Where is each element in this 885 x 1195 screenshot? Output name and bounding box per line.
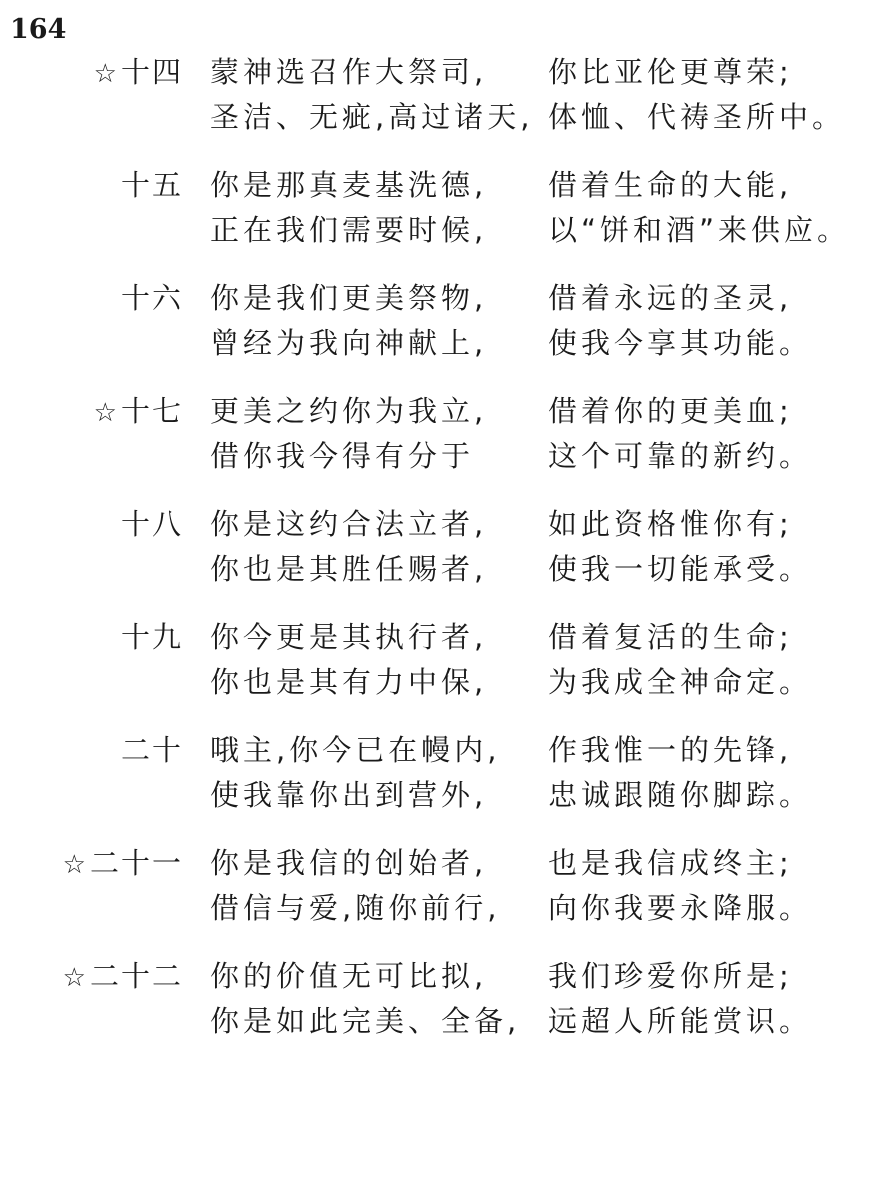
verse-text-right: 远超人所能赏识。: [548, 1004, 813, 1038]
verse-text-right: 如此资格惟你有;: [548, 507, 793, 541]
page-number: 164: [10, 14, 67, 45]
verse-text-left: 你是如此完美、全备,: [210, 1004, 521, 1038]
verse-text-right: 借着复活的生命;: [548, 620, 793, 654]
star-icon: ☆: [62, 963, 88, 993]
verse-text-left: 你是我们更美祭物,: [210, 281, 488, 315]
verse-text-right: 为我成全神命定。: [548, 665, 813, 699]
verse-text-right: 借着生命的大能,: [548, 168, 793, 202]
verse-line: [0, 954, 885, 998]
verse-text-left: 你的价值无可比拟,: [210, 959, 488, 993]
verse-line: [0, 886, 885, 930]
stanza-number: ☆十七: [93, 394, 183, 428]
verse-text-left: 你是那真麦基洗德,: [210, 168, 488, 202]
verse-line: [0, 163, 885, 207]
verse-text-left: 哦主,你今已在幔内,: [210, 733, 501, 767]
verse-text-right: 忠诚跟随你脚踪。: [548, 778, 813, 812]
verse-line: [0, 208, 885, 252]
verse-text-left: 曾经为我向神献上,: [210, 326, 488, 360]
verse-text-right: 也是我信成终主;: [548, 846, 793, 880]
verse-line: [0, 95, 885, 139]
stanza-number: ☆二十二: [62, 959, 183, 993]
verse-line: [0, 276, 885, 320]
verse-text-right: 你比亚伦更尊荣;: [548, 55, 793, 89]
stanza-number: 二十: [120, 733, 183, 767]
stanza-number: 十八: [120, 507, 183, 541]
verse-text-left: 圣洁、无疵,高过诸天,: [210, 100, 534, 134]
verse-stanza: [0, 276, 885, 389]
verse-stanza: [0, 50, 885, 163]
verse-text-right: 这个可靠的新约。: [548, 439, 813, 473]
verse-text-right: 以“饼和酒”来供应。: [548, 213, 851, 247]
verse-line: [0, 728, 885, 772]
stanza-number: ☆二十一: [62, 846, 183, 880]
verse-line: [0, 615, 885, 659]
stanza-number: 十五: [120, 168, 183, 202]
verse-line: [0, 434, 885, 478]
verse-text-left: 你也是其胜任赐者,: [210, 552, 488, 586]
verse-stanza: [0, 502, 885, 615]
verse-line: [0, 999, 885, 1043]
verse-text-right: 借着你的更美血;: [548, 394, 793, 428]
verse-list: [0, 50, 885, 1067]
verse-text-right: 使我一切能承受。: [548, 552, 813, 586]
verse-text-left: 你是我信的创始者,: [210, 846, 488, 880]
stanza-number: 十六: [120, 281, 183, 315]
verse-text-right: 作我惟一的先锋,: [548, 733, 793, 767]
verse-line: [0, 547, 885, 591]
verse-stanza: [0, 163, 885, 276]
verse-text-left: 蒙神选召作大祭司,: [210, 55, 488, 89]
verse-line: [0, 841, 885, 885]
verse-text-right: 我们珍爱你所是;: [548, 959, 793, 993]
verse-stanza: [0, 841, 885, 954]
star-icon: ☆: [62, 850, 88, 880]
star-icon: ☆: [93, 59, 119, 89]
verse-text-right: 向你我要永降服。: [548, 891, 813, 925]
verse-line: [0, 389, 885, 433]
verse-stanza: [0, 389, 885, 502]
stanza-number: 十九: [120, 620, 183, 654]
verse-text-left: 你也是其有力中保,: [210, 665, 488, 699]
verse-text-left: 借你我今得有分于: [210, 439, 475, 473]
star-icon: ☆: [93, 398, 119, 428]
verse-stanza: [0, 954, 885, 1067]
verse-text-left: 你是这约合法立者,: [210, 507, 488, 541]
verse-text-right: 体恤、代祷圣所中。: [548, 100, 846, 134]
verse-text-left: 更美之约你为我立,: [210, 394, 488, 428]
verse-line: [0, 502, 885, 546]
verse-line: [0, 773, 885, 817]
verse-text-left: 你今更是其执行者,: [210, 620, 488, 654]
verse-stanza: [0, 728, 885, 841]
stanza-number: ☆十四: [93, 55, 183, 89]
verse-text-right: 借着永远的圣灵,: [548, 281, 793, 315]
verse-text-left: 借信与爱,随你前行,: [210, 891, 501, 925]
verse-text-right: 使我今享其功能。: [548, 326, 813, 360]
verse-line: [0, 321, 885, 365]
verse-line: [0, 660, 885, 704]
verse-text-left: 使我靠你出到营外,: [210, 778, 488, 812]
verse-text-left: 正在我们需要时候,: [210, 213, 488, 247]
verse-stanza: [0, 615, 885, 728]
verse-line: [0, 50, 885, 94]
